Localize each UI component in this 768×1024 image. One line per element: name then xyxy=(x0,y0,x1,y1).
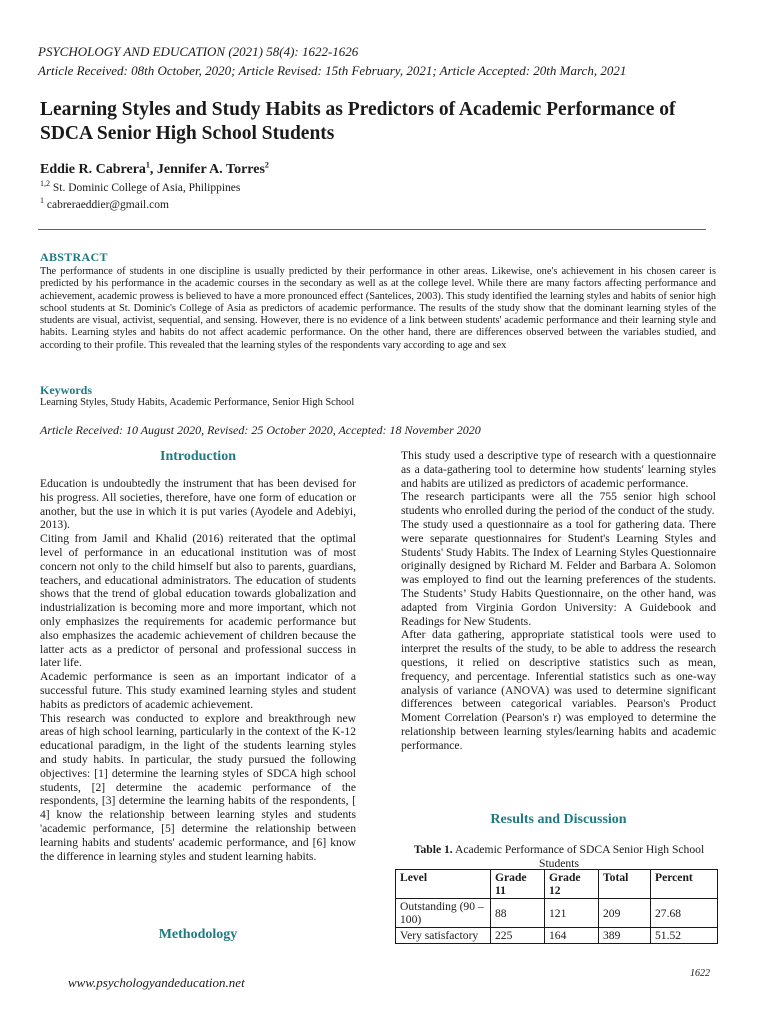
column-header: Grade 12 xyxy=(545,870,599,899)
academic-performance-table xyxy=(395,869,718,944)
column-header: Total xyxy=(599,870,651,899)
affiliation-line xyxy=(40,180,240,197)
level-cell: Outstanding (90 – 100) xyxy=(396,899,491,928)
paper-title: Learning Styles and Study Habits as Predictors of Academic Performance of SDCA Senior High School Students xyxy=(40,99,676,144)
intro-paragraph: Education is undoubtedly the instrument that has been devised for his progress. All societies, therefore, have one form of education or another, but the use in which it is put varies (Ayodele and Adebiyi, 2013). xyxy=(40,477,356,532)
abstract-heading: ABSTRACT xyxy=(40,250,108,264)
email-line xyxy=(40,197,240,214)
grade12-cell: 164 xyxy=(545,928,599,944)
keywords-text: Learning Styles, Study Habits, Academic Performance, Senior High School xyxy=(40,397,355,408)
column-header: Grade 11 xyxy=(491,870,545,899)
grade11-cell: 225 xyxy=(491,928,545,944)
table-label: Table 1. xyxy=(413,843,453,856)
results-heading: Results and Discussion xyxy=(490,812,627,827)
column-header: Percent xyxy=(651,870,718,899)
intro-paragraph: Citing from Jamil and Khalid (2016) reiterated that the optimal level of performance in an educational institution was of most concern not only to the child himself but also to parents, guardians, teachers, and educational administrators. The education of students shows that the trend of global education towards globalization and industrialization is becoming more and more important, which not only emphasizes the requirements for academic performance but also emphasizes the academic achievement of children because the latter acts as a predictor of personal and professional success in later life. xyxy=(40,532,356,670)
header-divider xyxy=(38,229,706,230)
corresponding-email: cabreraeddier@gmail.com xyxy=(44,199,169,211)
author-affil-marker: 2 xyxy=(264,160,269,170)
introduction-heading: Introduction xyxy=(160,449,236,464)
keywords-heading: Keywords xyxy=(40,383,92,397)
table-row xyxy=(396,928,718,944)
percent-cell: 27.68 xyxy=(651,899,718,928)
grade11-cell: 88 xyxy=(491,899,545,928)
journal-citation: PSYCHOLOGY AND EDUCATION (2021) 58(4): 1622-1626 xyxy=(38,44,359,59)
intro-paragraph: Academic performance is seen as an important indicator of a successful future. This study examined learning styles and student habits as predictors of academic achievement. xyxy=(40,670,356,711)
intro-paragraph: This research was conducted to explore and breakthrough new areas of high school learning, particularly in the context of the K-12 educational paradigm, in the light of the students learning styles and study habits. In particular, the study pursued the following objectives: [1] determine the learning styles of SDCA high school students, [2] determine the academic performance of the respondents, [3] determine the learning habits of the respondents, [ 4] know the relationship between learning styles and students 'academic performance, [5] determine the relationship between learning habits and students' academic performance, and [6] know the difference in learning styles and student learning habits. xyxy=(40,711,356,863)
total-cell: 209 xyxy=(599,899,651,928)
level-cell: Very satisfactory xyxy=(396,928,491,944)
percent-cell: 51.52 xyxy=(651,928,718,944)
email-marker: 1 xyxy=(40,196,44,206)
method-paragraph: The research participants were all the 755 senior high school students who enrolled during the period of the conduct of the study. xyxy=(401,490,716,518)
methodology-heading: Methodology xyxy=(158,927,238,942)
abstract-text: The performance of students in one discipline is usually predicted by their performance in other areas. Likewise, one's achievement in his chosen career is predicted by his performance in the academic courses in the secondary as well as at the college level. While there are many factors affecting performance and achievement, academic prowess is believed to have a more pronounced effect (Santelices, 2003). This study identified the learning styles and habits of senior high school students at St. Dominic's College of Asia as predictors of academic performance. The results of the study show that the dominant learning styles of the students are visual, activist, sequential, and sensing. However, there is no evidence of a link between students' academic performance and their learning style and habits. Learning styles and habits do not affect academic performance. On the other hand, there are differences observed between the variables studied, and according to their profile. This revealed that the learning styles of the respondents vary according to age and sex xyxy=(40,266,716,351)
article-dates: Article Received: 10 August 2020, Revised: 25 October 2020, Accepted: 18 November 2020 xyxy=(40,423,481,437)
author-list xyxy=(40,162,269,178)
affiliation-text: St. Dominic College of Asia, Philippines xyxy=(50,182,241,194)
article-history: Article Received: 08th October, 2020; Article Revised: 15th February, 2021; Article Accepted: 20th March, 2021 xyxy=(38,63,627,78)
method-paragraph: After data gathering, appropriate statistical tools were used to interpret the results of the study, to be able to address the research questions, it relied on descriptive statistics such as mean, frequency, and percentage. Inferential statistics such as one-way analysis of variance (ANOVA) was used to determine significant differences between categorical variables. Pearson's Product Moment Correlation (Pearson's r) was employed to determine the relationship between learning styles/learning habits and academic performance. xyxy=(401,628,716,752)
page-number: 1622 xyxy=(690,968,710,979)
table-caption-text: Academic Performance of SDCA Senior High School Students xyxy=(452,843,705,870)
table-header-row xyxy=(396,870,718,899)
table-row xyxy=(396,899,718,928)
left-column xyxy=(40,477,356,863)
affiliations xyxy=(40,180,240,214)
footer-url: www.psychologyandeducation.net xyxy=(68,975,245,990)
author-name: Jennifer A. Torres xyxy=(156,162,265,177)
right-column xyxy=(401,449,716,753)
author-name: Eddie R. Cabrera xyxy=(40,162,146,177)
table-caption xyxy=(400,843,718,871)
journal-header xyxy=(38,42,626,80)
method-paragraph: The study used a questionnaire as a tool for gathering data. There were separate questionnaires for Student's Learning Styles and Students' Study Habits. The Index of Learning Styles Questionnaire originally designed by Richard M. Felder and Barbara A. Solomon was employed to find out the learning preferences of the students. The Students’ Study Habits Questionnaire, on the other hand, was adapted from Virginia Gordon University: A Guidebook and Readings for New Students. xyxy=(401,517,716,628)
author-separator: , xyxy=(149,162,157,177)
method-paragraph: This study used a descriptive type of research with a questionnaire as a data-gathering tool to determine how students' learning styles and habits are utilized as predictors of academic performance. xyxy=(401,449,716,490)
column-header: Level xyxy=(396,870,491,899)
grade12-cell: 121 xyxy=(545,899,599,928)
author-affil-marker: 1 xyxy=(145,160,150,170)
affiliation-marker: 1,2 xyxy=(40,179,50,189)
total-cell: 389 xyxy=(599,928,651,944)
